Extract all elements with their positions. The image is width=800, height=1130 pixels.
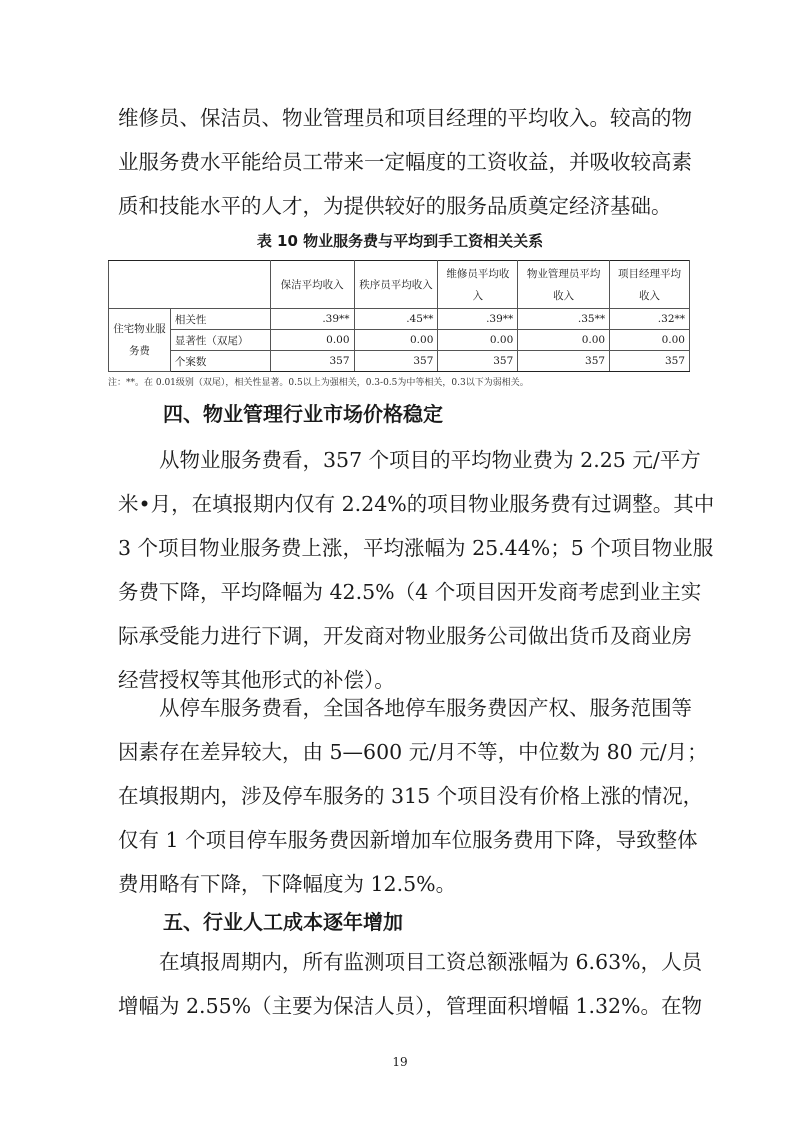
table-cell: 357 [438, 351, 518, 372]
text-line: 仅有 1 个项目停车服务费因新增加车位服务费用下降，导致整体 [118, 828, 698, 852]
text-line: 业服务费水平能给员工带来一定幅度的工资收益，并吸收较高素 [118, 150, 692, 174]
section-heading: 五、行业人工成本逐年增加 [163, 910, 403, 934]
text-line: 米•月，在填报期内仅有 2.24%的项目物业服务费有过调整。其中 [118, 492, 715, 516]
section4-paragraph-2 [118, 686, 708, 906]
table-cell: .39** [270, 309, 354, 330]
text-line: 维修员、保洁员、物业管理员和项目经理的平均收入。较高的物 [118, 106, 692, 130]
text-line: 质和技能水平的人才，为提供较好的服务品质奠定经济基础。 [118, 194, 672, 218]
row-label: 相关性 [170, 309, 270, 330]
row-label: 个案数 [170, 351, 270, 372]
text-line: 在填报周期内，所有监测项目工资总额涨幅为 6.63%，人员 [159, 950, 703, 974]
row-group-label: 住宅物业服务费 [109, 309, 171, 372]
text-line: 增幅为 2.55%（主要为保洁人员），管理面积增幅 1.32%。在物 [118, 994, 703, 1018]
page-number: 19 [392, 1055, 408, 1069]
table-cell: 0.00 [610, 330, 690, 351]
table-title: 表 10 物业服务费与平均到手工资相关关系 [256, 232, 544, 250]
text-line: 从停车服务费看，全国各地停车服务费因产权、服务范围等 [159, 696, 692, 720]
table-cell: 0.00 [354, 330, 438, 351]
table-cell: 0.00 [270, 330, 354, 351]
text-line: 际承受能力进行下调，开发商对物业服务公司做出货币及商业房 [118, 624, 692, 648]
text-line: 在填报期内，涉及停车服务的 315 个项目没有价格上涨的情况， [118, 784, 704, 808]
correlation-table [108, 260, 690, 372]
table-row [109, 351, 690, 372]
text-line: 费用略有下降，下降幅度为 12.5%。 [118, 872, 457, 896]
section4-paragraph-1 [118, 438, 715, 702]
table-row [109, 309, 690, 330]
column-header: 物业管理员平均收入 [518, 261, 610, 309]
column-header: 保洁平均收入 [270, 261, 354, 309]
table-cell: 357 [518, 351, 610, 372]
table-note: 注：**。在 0.01级别（双尾），相关性显著。0.5以上为强相关，0.3-0.5为中等相关，0.3以下为弱相关。 [108, 378, 529, 388]
table-cell: 357 [610, 351, 690, 372]
intro-paragraph [118, 96, 692, 228]
column-header: 秩序员平均收入 [354, 261, 438, 309]
table-row [109, 330, 690, 351]
text-line: 3 个项目物业服务费上涨，平均涨幅为 25.44%；5 个项目物业服 [118, 536, 714, 560]
text-line: 因素存在差异较大，由 5—600 元/月不等，中位数为 80 元/月； [118, 740, 708, 764]
text-line: 从物业服务费看，357 个项目的平均物业费为 2.25 元/平方 [159, 448, 701, 472]
table-cell: 0.00 [518, 330, 610, 351]
table-cell: 357 [270, 351, 354, 372]
table-cell: .39** [438, 309, 518, 330]
table-corner-cell [109, 261, 271, 309]
text-line: 务费下降，平均降幅为 42.5%（4 个项目因开发商考虑到业主实 [118, 580, 702, 604]
table-cell: .45** [354, 309, 438, 330]
column-header: 维修员平均收入 [438, 261, 518, 309]
table-cell: .32** [610, 309, 690, 330]
table-cell: 0.00 [438, 330, 518, 351]
row-label: 显著性（双尾） [170, 330, 270, 351]
table-cell: .35** [518, 309, 610, 330]
section5-paragraph [118, 940, 703, 1028]
column-header: 项目经理平均收入 [610, 261, 690, 309]
section-heading: 四、物业管理行业市场价格稳定 [163, 402, 443, 426]
text-line: 经营授权等其他形式的补偿）。 [118, 668, 395, 692]
table-cell: 357 [354, 351, 438, 372]
